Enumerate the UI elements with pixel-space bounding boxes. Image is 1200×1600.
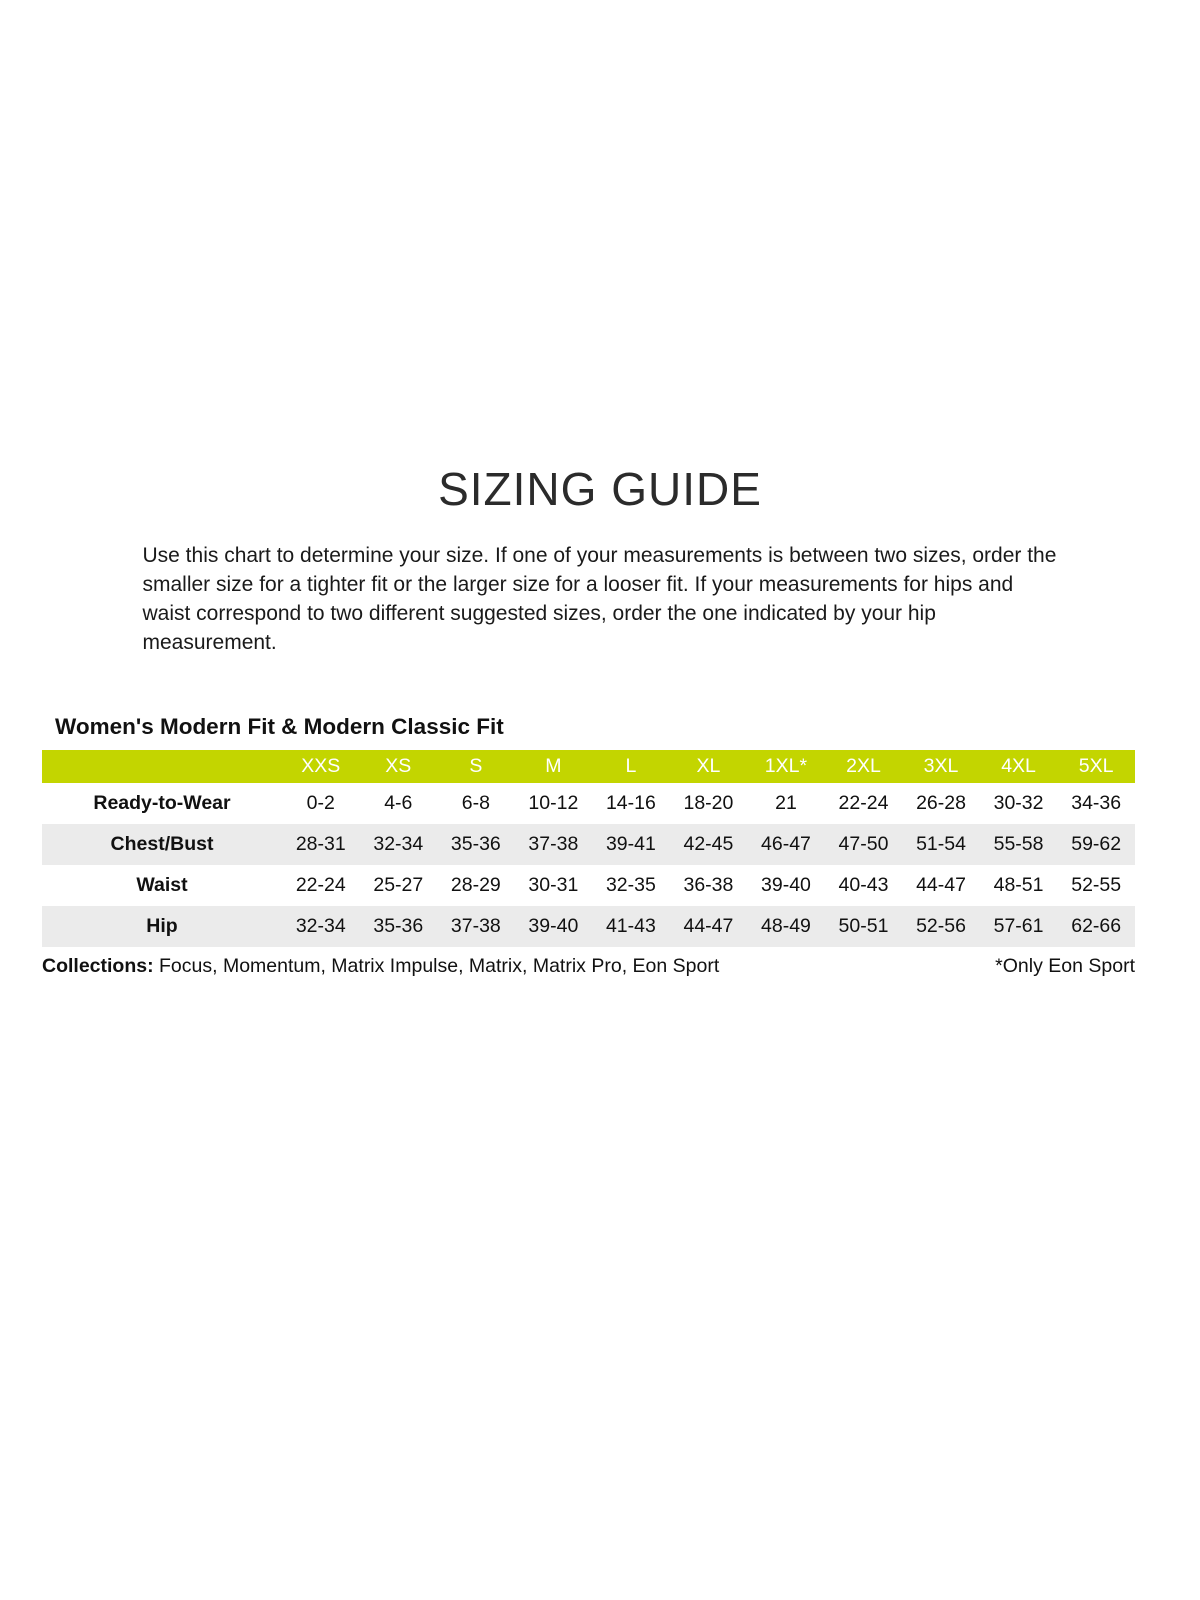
size-value-cell: 4-6: [384, 791, 413, 814]
size-value-cell: 25-27: [373, 873, 424, 896]
size-value-cell: 48-49: [761, 914, 811, 937]
size-value-cell: 39-41: [605, 832, 656, 855]
size-value-cell: 55-58: [993, 832, 1044, 855]
size-value-cell: 41-43: [605, 914, 656, 937]
size-value-cell: 0-2: [306, 791, 335, 814]
sizing-table: [42, 750, 1135, 947]
size-value-cell: 59-62: [1071, 832, 1122, 855]
size-value-cell: 35-36: [373, 914, 424, 937]
size-column-header: XS: [360, 750, 438, 783]
section-title: Women's Modern Fit & Modern Classic Fit: [55, 713, 504, 739]
size-value-cell: 6-8: [461, 791, 490, 814]
table-body: [42, 783, 1135, 947]
size-column-header: XL: [670, 750, 748, 783]
size-value-cell: 44-47: [683, 914, 734, 937]
size-value-cell: 34-36: [1071, 791, 1122, 814]
intro-paragraph: Use this chart to determine your size. If one of your measurements is between two sizes, order the smaller size for a tighter fit or the larger size for a looser fit. If your measurements for hips and waist correspond to two different suggested sizes, order the one indicated by your hip measurement.: [142, 544, 1057, 654]
size-column-header: L: [592, 750, 670, 783]
size-column-header: 1XL*: [747, 750, 825, 783]
table-header: [42, 750, 1135, 783]
size-value-cell: 18-20: [683, 791, 734, 814]
size-value-cell: 22-24: [295, 873, 346, 896]
size-value-cell: 62-66: [1071, 914, 1122, 937]
page-title: SIZING GUIDE: [438, 463, 762, 515]
size-value-cell: 52-56: [916, 914, 966, 937]
size-value-cell: 39-40: [761, 873, 811, 896]
size-column-header: 2XL: [825, 750, 903, 783]
size-value-cell: 30-31: [528, 873, 579, 896]
collections-label: Collections:: [42, 954, 154, 977]
size-value-cell: 47-50: [838, 832, 889, 855]
size-column-header: 4XL: [980, 750, 1058, 783]
size-value-cell: 57-61: [993, 914, 1044, 937]
size-value-cell: 10-12: [528, 791, 579, 814]
table-corner-cell: [42, 750, 282, 783]
table-header-row: [42, 750, 1135, 783]
size-value-cell: 48-51: [993, 873, 1044, 896]
size-value-cell: 21: [775, 791, 797, 814]
size-value-cell: 28-29: [450, 873, 501, 896]
size-value-cell: 22-24: [838, 791, 889, 814]
row-label: Chest/Bust: [110, 832, 214, 855]
row-label: Hip: [146, 914, 178, 937]
collections-value: Focus, Momentum, Matrix Impulse, Matrix, Matrix Pro, Eon Sport: [153, 954, 720, 977]
size-value-cell: 51-54: [916, 832, 966, 855]
size-column-header: 3XL: [902, 750, 980, 783]
size-value-cell: 28-31: [295, 832, 346, 855]
size-column-header: 5XL: [1057, 750, 1135, 783]
size-value-cell: 37-38: [450, 914, 501, 937]
size-value-cell: 37-38: [528, 832, 579, 855]
size-value-cell: 42-45: [683, 832, 734, 855]
size-value-cell: 46-47: [761, 832, 811, 855]
size-value-cell: 30-32: [993, 791, 1044, 814]
size-column-header: S: [437, 750, 515, 783]
table-row: [42, 783, 1135, 824]
size-value-cell: 32-34: [373, 832, 424, 855]
row-label: Ready-to-Wear: [93, 791, 231, 814]
size-column-header: M: [515, 750, 593, 783]
size-value-cell: 39-40: [528, 914, 579, 937]
row-label: Waist: [136, 873, 188, 896]
size-value-cell: 32-34: [295, 914, 346, 937]
size-value-cell: 26-28: [916, 791, 966, 814]
size-value-cell: 50-51: [838, 914, 889, 937]
size-value-cell: 14-16: [605, 791, 656, 814]
size-value-cell: 52-55: [1071, 873, 1122, 896]
size-column-header: XXS: [282, 750, 360, 783]
table-row: [42, 906, 1135, 947]
table-row: [42, 824, 1135, 865]
size-value-cell: 44-47: [916, 873, 966, 896]
collections-text: [42, 955, 719, 978]
footnote: *Only Eon Sport: [995, 954, 1135, 977]
size-value-cell: 40-43: [838, 873, 889, 896]
size-value-cell: 36-38: [683, 873, 734, 896]
table-row: [42, 865, 1135, 906]
size-value-cell: 35-36: [450, 832, 501, 855]
footer-line: [42, 955, 1135, 978]
size-value-cell: 32-35: [605, 873, 656, 896]
